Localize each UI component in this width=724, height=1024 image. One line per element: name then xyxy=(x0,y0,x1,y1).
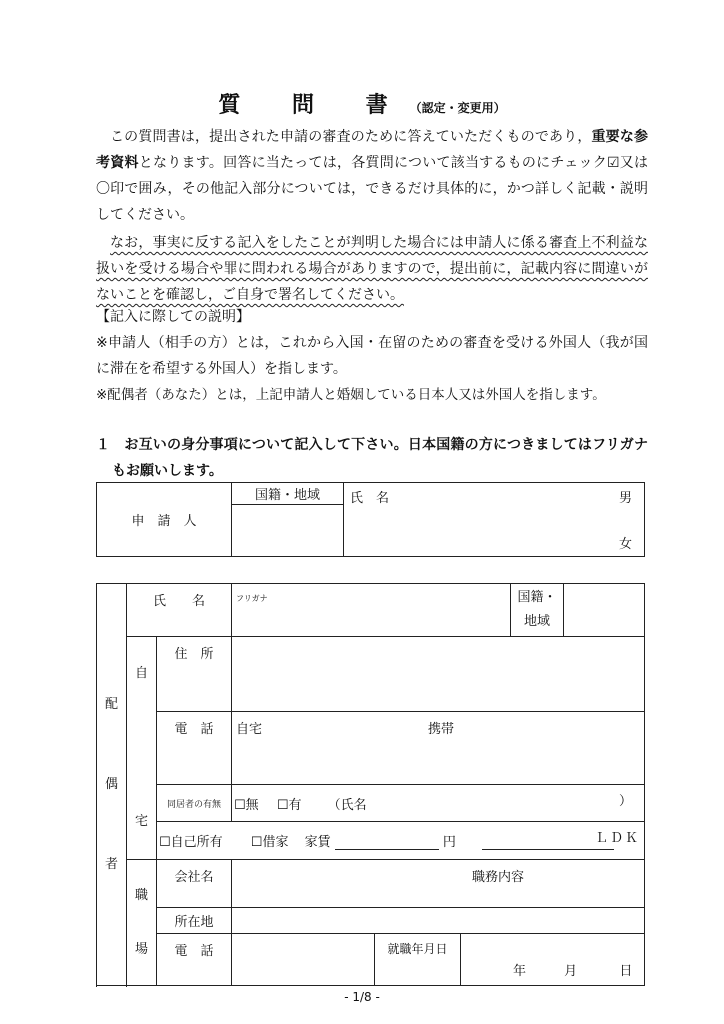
cohabitant-paren-close: ） xyxy=(619,793,633,809)
work-phone-label: 電 話 xyxy=(157,934,232,986)
intro-paragraph-2 xyxy=(96,230,648,308)
home-char-2: 宅 xyxy=(134,814,148,829)
nationality-line-2: 地域 xyxy=(524,614,551,629)
intro-text-a: この質問書は，提出された申請の審査のために答えていただくものであり， xyxy=(110,129,592,145)
housing-field xyxy=(157,822,645,860)
name-label: 氏 名 xyxy=(350,491,390,506)
work-char-1: 職 xyxy=(134,887,148,903)
address-label: 住 所 xyxy=(157,637,232,712)
rent-fee-label: 家賃 xyxy=(304,835,331,851)
spouse-vertical-label xyxy=(97,584,127,986)
own-house-checkbox[interactable]: ☐自己所有 xyxy=(159,835,223,851)
applicant-nationality-field[interactable] xyxy=(232,505,344,557)
day-label: 日 xyxy=(619,964,633,979)
nationality-line-1: 国籍・ xyxy=(517,590,557,605)
company-field[interactable] xyxy=(232,860,645,908)
home-phone-label: 自宅 xyxy=(236,722,263,738)
yes-checkbox[interactable]: ☐有 xyxy=(276,797,302,813)
page-number: - 1/8 - xyxy=(344,990,380,1004)
explanation-heading: 【記入に際しての説明】 xyxy=(96,309,250,325)
applicant-name-cell[interactable] xyxy=(344,483,645,557)
warning-text: なお，事実に反する記入をしたことが判明した場合には申請人に係る審査上不利益な扱いを受ける場合や罪に問われる場合がありますので，提出前に，記載内容に間違いがないことを確認し，ご自身で署名してください。 xyxy=(96,235,648,303)
intro-text-bold: 重要な参考資料 xyxy=(96,129,649,171)
work-phone-field[interactable] xyxy=(232,934,375,986)
spouse-char-2: 偶 xyxy=(104,776,118,792)
location-field[interactable] xyxy=(232,908,645,934)
spouse-nationality-field[interactable] xyxy=(564,584,644,636)
applicant-label: 申 請 人 xyxy=(97,483,232,557)
furigana-label: フリガナ xyxy=(236,594,268,603)
female-option[interactable]: 女 xyxy=(618,537,632,552)
page-title xyxy=(0,88,724,119)
company-label: 会社名 xyxy=(157,860,232,908)
cohabitant-label: 同居者の有無 xyxy=(167,799,222,810)
title-sub: （認定・変更用） xyxy=(409,101,506,115)
location-label: 所在地 xyxy=(157,908,232,934)
month-label: 月 xyxy=(564,964,578,979)
spouse-char-3: 者 xyxy=(104,856,118,872)
rent-fee-field[interactable] xyxy=(335,835,439,850)
ldk-label: ＬＤＫ xyxy=(595,831,641,847)
cohabitant-label-cell xyxy=(157,784,232,822)
spouse-char-1: 配 xyxy=(104,696,118,712)
intro-paragraph-1 xyxy=(96,124,648,228)
work-vertical-label xyxy=(127,860,157,986)
phone-label: 電 話 xyxy=(157,712,232,784)
phone-field[interactable] xyxy=(232,712,645,784)
male-option[interactable]: 男 xyxy=(618,491,632,506)
spouse-table xyxy=(96,583,645,986)
title-main: 質 問 書 xyxy=(218,93,410,118)
duties-label: 職務内容 xyxy=(472,870,525,885)
mobile-label: 携帯 xyxy=(428,722,455,738)
question-1: １ お互いの身分事項について記入して下さい。日本国籍の方につきましてはフリガナもお願いします。 xyxy=(96,437,648,479)
home-vertical-label xyxy=(127,637,157,860)
none-checkbox[interactable]: ☐無 xyxy=(234,797,259,813)
spouse-name-field[interactable] xyxy=(232,584,511,637)
hire-date-label: 就職年月日 xyxy=(375,934,461,986)
cohabitant-field xyxy=(232,784,645,822)
yen-label: 円 xyxy=(442,835,456,851)
year-label: 年 xyxy=(513,964,527,979)
address-field[interactable] xyxy=(232,637,645,712)
cohabitant-name-label: （氏名 xyxy=(327,797,367,813)
work-char-2: 場 xyxy=(134,941,148,957)
applicant-table xyxy=(96,482,645,557)
nationality-label: 国籍・地域 xyxy=(232,483,344,505)
explanation-note-1: ※申請人（相手の方）とは，これから入国・在留のための審査を受ける外国人（我が国に滞在を希望する外国人）を指します。 xyxy=(96,335,648,377)
hire-date-field[interactable] xyxy=(461,934,645,986)
spouse-nationality-cell xyxy=(511,584,645,637)
spouse-name-label: 氏 名 xyxy=(127,584,232,637)
rent-house-checkbox[interactable]: ☐借家 xyxy=(250,835,289,851)
spouse-nationality-label xyxy=(511,584,564,636)
explanation-note-2: ※配偶者（あなた）とは，上記申請人と婚姻している日本人又は外国人を指します。 xyxy=(96,387,606,403)
home-char-1: 自 xyxy=(134,666,148,681)
intro-text-c: となります。回答に当たっては，各質問について該当するものにチェック☑又は〇印で囲み，その他記入部分については，できるだけ具体的に，かつ詳しく記載・説明してください。 xyxy=(96,155,648,223)
